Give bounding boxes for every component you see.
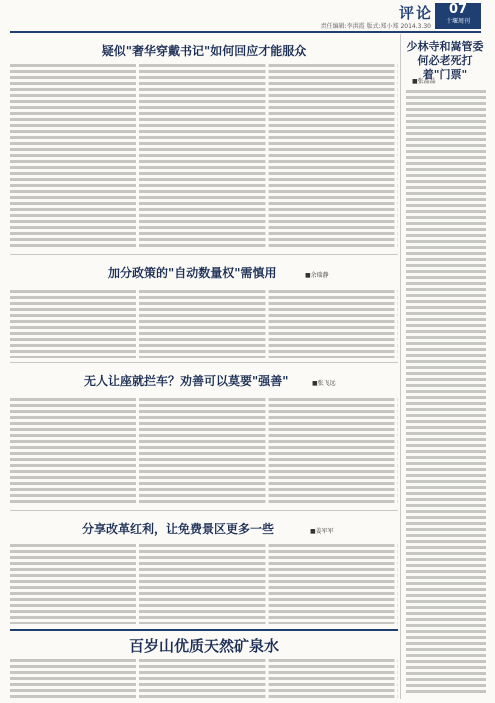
section-divider bbox=[10, 362, 398, 363]
section-divider bbox=[10, 254, 398, 255]
article-author: ■张飞远 bbox=[312, 380, 336, 387]
sidebar-body bbox=[406, 90, 486, 695]
section-title: 评论 bbox=[398, 4, 433, 22]
advertisement-headline: 百岁山优质天然矿泉水 bbox=[128, 637, 279, 655]
sidebar-headline-line-2: 何必老死打着"门票" bbox=[417, 54, 473, 81]
page-number: 07 bbox=[448, 2, 468, 17]
article-bus-seat bbox=[10, 366, 398, 506]
article-body-text bbox=[10, 398, 398, 506]
article-body-text bbox=[10, 64, 398, 250]
article-body-text bbox=[10, 544, 398, 624]
article-free-scenic-areas bbox=[10, 514, 398, 624]
advertisement bbox=[10, 629, 398, 701]
advertisement-body-text bbox=[10, 659, 398, 701]
section-divider bbox=[10, 510, 398, 511]
article-headline: 加分政策的"自动数量权"需慎用 bbox=[108, 266, 277, 280]
article-sumptuous-secretary bbox=[10, 40, 398, 250]
article-bonus-points bbox=[10, 258, 398, 358]
article-body-text bbox=[10, 290, 398, 358]
article-headline: 疑似"奢华穿戴书记"如何回应才能服众 bbox=[101, 44, 307, 58]
sidebar-headline-line-1: 少林寺和嵩管委 bbox=[406, 40, 484, 53]
header-rule bbox=[10, 31, 481, 33]
sidebar-author: ■张晶晶 bbox=[412, 78, 436, 85]
section-label: 十堰周刊 bbox=[445, 18, 470, 25]
page-header bbox=[0, 0, 495, 30]
editor-meta-line: 责任编辑:李洪霞 版式:郑小郑 2014.3.30 bbox=[320, 23, 431, 30]
article-headline: 分享改革红利，让免费景区更多一些 bbox=[82, 522, 275, 536]
article-author: ■余瑞静 bbox=[305, 272, 329, 279]
page-number-box bbox=[435, 3, 481, 29]
article-author: ■姜军军 bbox=[310, 528, 334, 535]
article-headline: 无人让座就拦车？劝善可以莫要"强善" bbox=[84, 374, 289, 388]
